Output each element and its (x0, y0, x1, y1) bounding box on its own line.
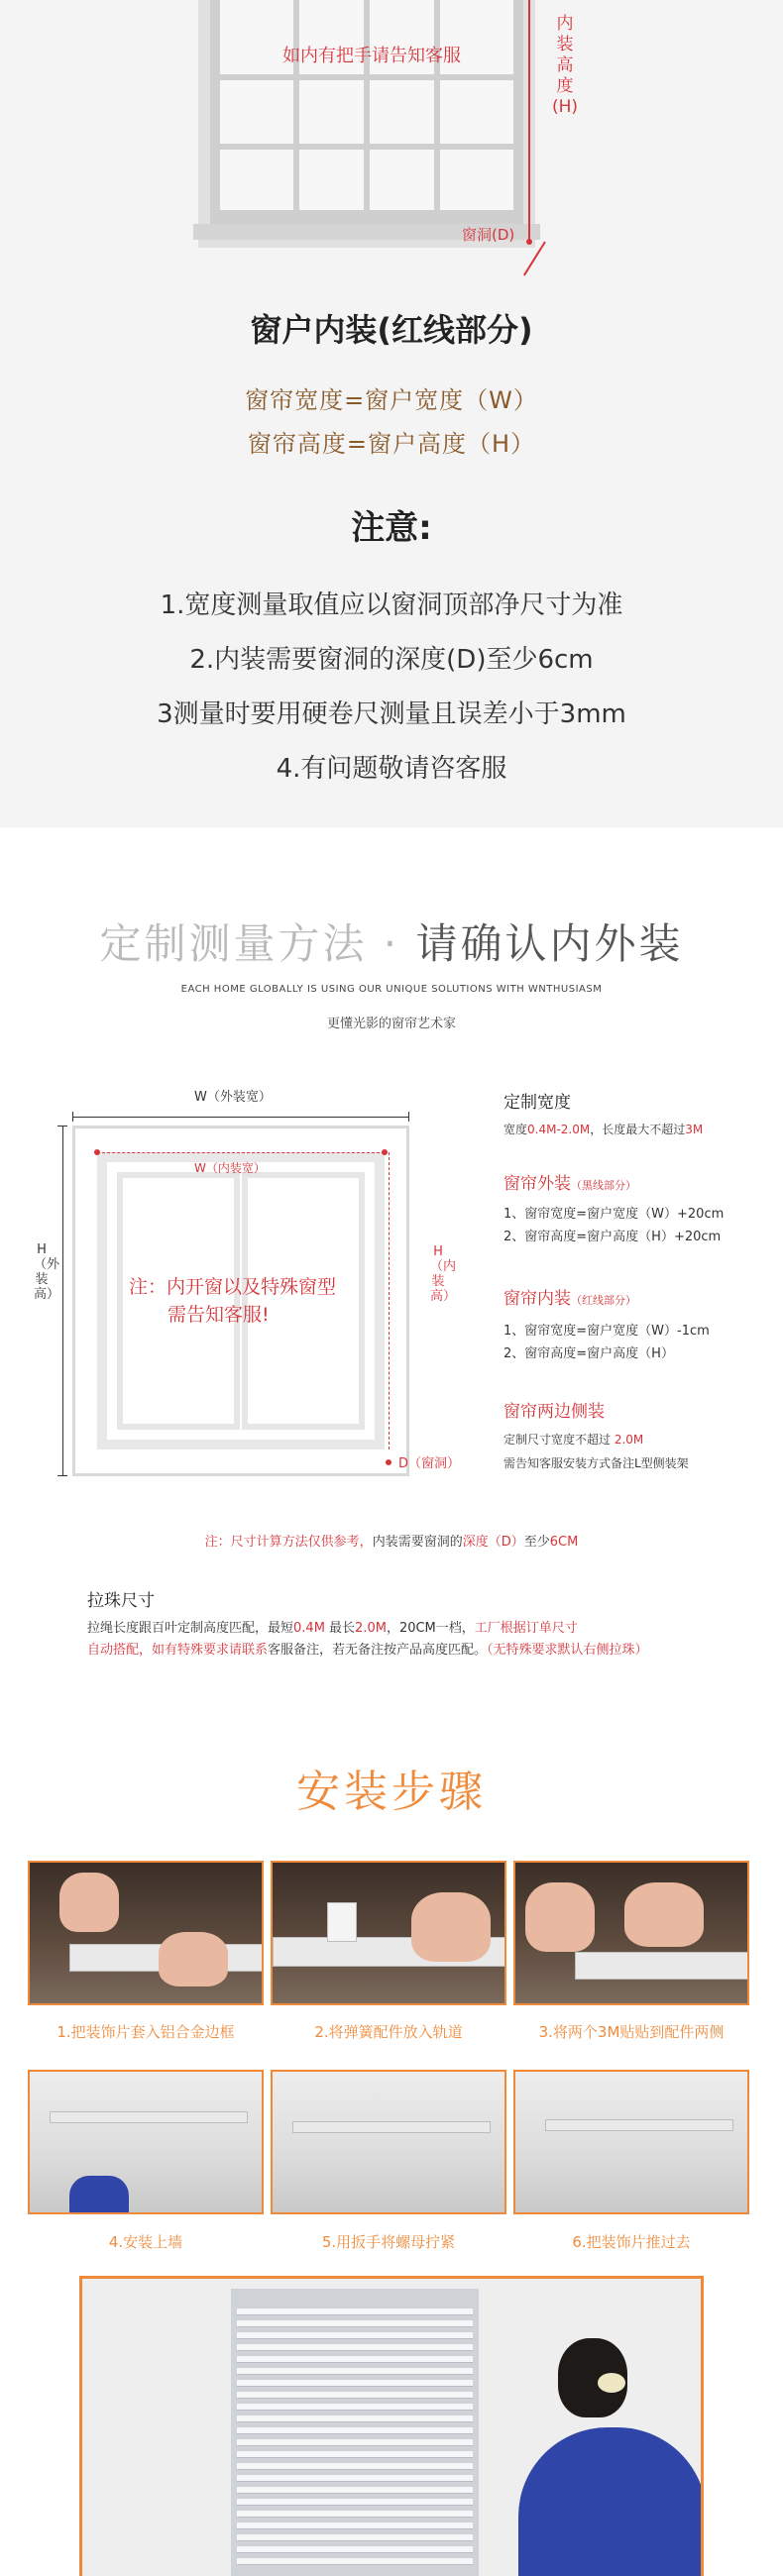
outer-height-line (62, 1126, 63, 1476)
formula-width: 窗帘宽度=窗户宽度（W） (245, 386, 538, 414)
window-mullion (293, 0, 299, 210)
footnote-part: 深度（D） (462, 1535, 524, 1550)
hand (411, 1892, 491, 1962)
side-rule: 需告知客服安装方式备注L型侧装架 (503, 1456, 689, 1470)
hair-scrunchie (598, 2373, 625, 2393)
side-rule (503, 1431, 643, 1448)
blind-slat (237, 2427, 473, 2434)
blind-slat (237, 2487, 473, 2494)
inner-height-line (389, 1152, 390, 1449)
blind-slat (237, 2344, 473, 2351)
blind-slat (237, 2439, 473, 2446)
blind-slat (237, 2415, 473, 2422)
inner-width-label: W（内装宽） (194, 1161, 266, 1175)
blind-slat (237, 2320, 473, 2327)
note-item: 4.有问题敬请咨客服 (276, 754, 507, 784)
step-caption: 4.安装上墙 (108, 2233, 183, 2251)
special-window-warning (129, 1273, 367, 1329)
heading-tag: （黑线部分） (571, 1179, 636, 1192)
warning-line: 需告知客服! (168, 1304, 270, 1326)
depth-label: 窗洞(D) (462, 226, 515, 244)
blind-slat (237, 2392, 473, 2399)
inside-rule: 2、窗帘高度=窗户高度（H） (503, 1346, 674, 1361)
person-body (518, 2427, 704, 2576)
chinese-slogan: 更懂光影的窗帘艺术家 (326, 1017, 456, 1031)
blind-slat (237, 2499, 473, 2506)
measure-dot (94, 1149, 100, 1155)
measure-dot (386, 1459, 392, 1465)
text-part: 最长 (324, 1621, 356, 1636)
text-part: ，长度最大不超过 (590, 1123, 686, 1136)
custom-width-heading: 定制宽度 (503, 1093, 571, 1113)
blind-slat (237, 2475, 473, 2482)
outer-width-line (72, 1117, 409, 1118)
step-caption: 3.将两个3M贴贴到配件两侧 (538, 2023, 725, 2041)
heading-text: 窗帘外装 (503, 1174, 571, 1194)
measure-dot (382, 1149, 388, 1155)
dim-tick (72, 1112, 73, 1122)
cord-text-line (87, 1617, 578, 1636)
dim-tick (57, 1126, 67, 1127)
note-item: 3测量时要用硬卷尺测量且误差小于3mm (157, 699, 626, 729)
text-part: 客服备注，若无备注按产品高度匹配。 (268, 1643, 488, 1658)
formula-height: 窗帘高度=窗户高度（H） (247, 430, 536, 458)
outside-rule: 2、窗帘高度=窗户高度（H）+20cm (503, 1230, 722, 1244)
blind-slat (237, 2451, 473, 2458)
step-caption: 2.将弹簧配件放入轨道 (314, 2023, 463, 2041)
rail-piece (50, 2111, 248, 2123)
rail-piece (545, 2119, 733, 2131)
heading-tag: （红线部分） (571, 1294, 636, 1307)
footnote-part: 至少 (523, 1535, 550, 1550)
text-part: 定制尺寸宽度不超过 (503, 1433, 612, 1447)
step4-photo (28, 2070, 264, 2214)
inner-height-label: H（内装高） (430, 1244, 457, 1304)
footnote-part: 注：尺寸计算方法仅供参考， (204, 1535, 373, 1550)
step-caption: 5.用扳手将螺母拧紧 (321, 2233, 456, 2251)
inside-mount-title: 窗户内装(红线部分) (250, 311, 533, 349)
title-light-part: 定制测量方法 · (99, 919, 416, 968)
note-item: 1.宽度测量取值应以窗洞顶部净尺寸为准 (160, 590, 623, 620)
blind-slat (237, 2368, 473, 2375)
english-slogan: EACH HOME GLOBALLY IS USING OUR UNIQUE SOLUTIONS WITH WNTHUSIASM (180, 984, 603, 995)
window-mullion (434, 0, 440, 210)
blind-slat (237, 2356, 473, 2363)
max-length: 3M (685, 1123, 704, 1136)
height-red-line (528, 0, 530, 242)
blind-slat (237, 2546, 473, 2553)
step3-photo (513, 1861, 749, 2005)
blind-slat (237, 2404, 473, 2411)
spring-clip (327, 1902, 357, 1942)
text-part: 拉绳长度跟百叶定制高度匹配，最短 (87, 1621, 294, 1636)
side-mount-heading: 窗帘两边侧装 (503, 1402, 605, 1422)
blind-slat (237, 2332, 473, 2339)
inside-mount-heading (503, 1284, 636, 1309)
outside-rule: 1、窗帘宽度=窗户宽度（W）+20cm (503, 1207, 725, 1222)
footnote-part: 内装需要窗洞的 (372, 1535, 463, 1550)
measure-footnote (0, 1531, 783, 1550)
heading-text: 窗帘内装 (503, 1289, 571, 1309)
text-part: ，20CM一档， (386, 1621, 475, 1636)
blind-slat (237, 2380, 473, 2387)
text-part: 自动搭配，如有特殊要求请联系 (87, 1643, 269, 1658)
text-part: 2.0M (355, 1621, 387, 1636)
inside-height-label: 内装高度(H) (552, 14, 579, 117)
handle-warning: 如内有把手请告知客服 (282, 46, 461, 66)
install-steps-title: 安装步骤 (296, 1767, 487, 1817)
rail-piece (575, 1952, 749, 1980)
dim-tick (57, 1475, 67, 1476)
step6-photo (513, 2070, 749, 2214)
side-max: 2.0M (614, 1433, 644, 1447)
window-transom (220, 144, 513, 150)
outer-height-label: H（外装高） (34, 1242, 60, 1302)
blind-slat (237, 2308, 473, 2315)
step2-photo (271, 1861, 506, 2005)
blind-slat (237, 2511, 473, 2518)
hand (159, 1932, 228, 1986)
hand (525, 1882, 595, 1952)
step1-photo (28, 1861, 264, 2005)
step-caption: 6.把装饰片推过去 (572, 2233, 691, 2251)
custom-width-text (503, 1121, 703, 1137)
blind-slat (237, 2534, 473, 2541)
step-caption: 1.把装饰片套入铝合金边框 (56, 2023, 235, 2041)
inside-rule: 1、窗帘宽度=窗户宽度（W）-1cm (503, 1324, 710, 1339)
inner-width-line (97, 1152, 385, 1153)
person (69, 2176, 129, 2214)
warning-line: 注：内开窗以及特殊窗型 (129, 1276, 337, 1298)
rail-piece (292, 2121, 491, 2133)
window-transom (220, 74, 513, 80)
window-mullion (364, 0, 370, 210)
note-title: 注意: (351, 508, 432, 548)
text-part: 工厂根据订单尺寸 (474, 1621, 578, 1636)
step5-photo (271, 2070, 506, 2214)
venetian-blind (231, 2289, 479, 2576)
measure-method-title (0, 912, 783, 971)
dim-tick (408, 1112, 409, 1122)
outside-mount-heading (503, 1169, 636, 1194)
note-item: 2.内装需要窗洞的深度(D)至少6cm (189, 645, 594, 675)
cord-size-heading: 拉珠尺寸 (87, 1591, 155, 1611)
text-part: 0.4M (293, 1621, 325, 1636)
depth-label-diagram: D（窗洞） (398, 1456, 461, 1471)
measure-dot (526, 239, 532, 245)
hand (59, 1873, 119, 1932)
installed-blind-photo (79, 2276, 704, 2576)
outer-width-label: W（外装宽） (194, 1090, 272, 1105)
title-dark-part: 请确认内外装 (415, 919, 684, 968)
text-part: （无特殊要求默认右侧拉珠） (487, 1643, 648, 1658)
blind-slat (237, 2522, 473, 2529)
blind-slat (237, 2463, 473, 2470)
footnote-part: 6CM (549, 1535, 579, 1550)
hand (624, 1882, 704, 1947)
blind-slat (237, 2558, 473, 2565)
text-part: 宽度 (503, 1123, 528, 1136)
width-range: 0.4M-2.0M (527, 1123, 591, 1136)
cord-text-line (87, 1639, 648, 1658)
